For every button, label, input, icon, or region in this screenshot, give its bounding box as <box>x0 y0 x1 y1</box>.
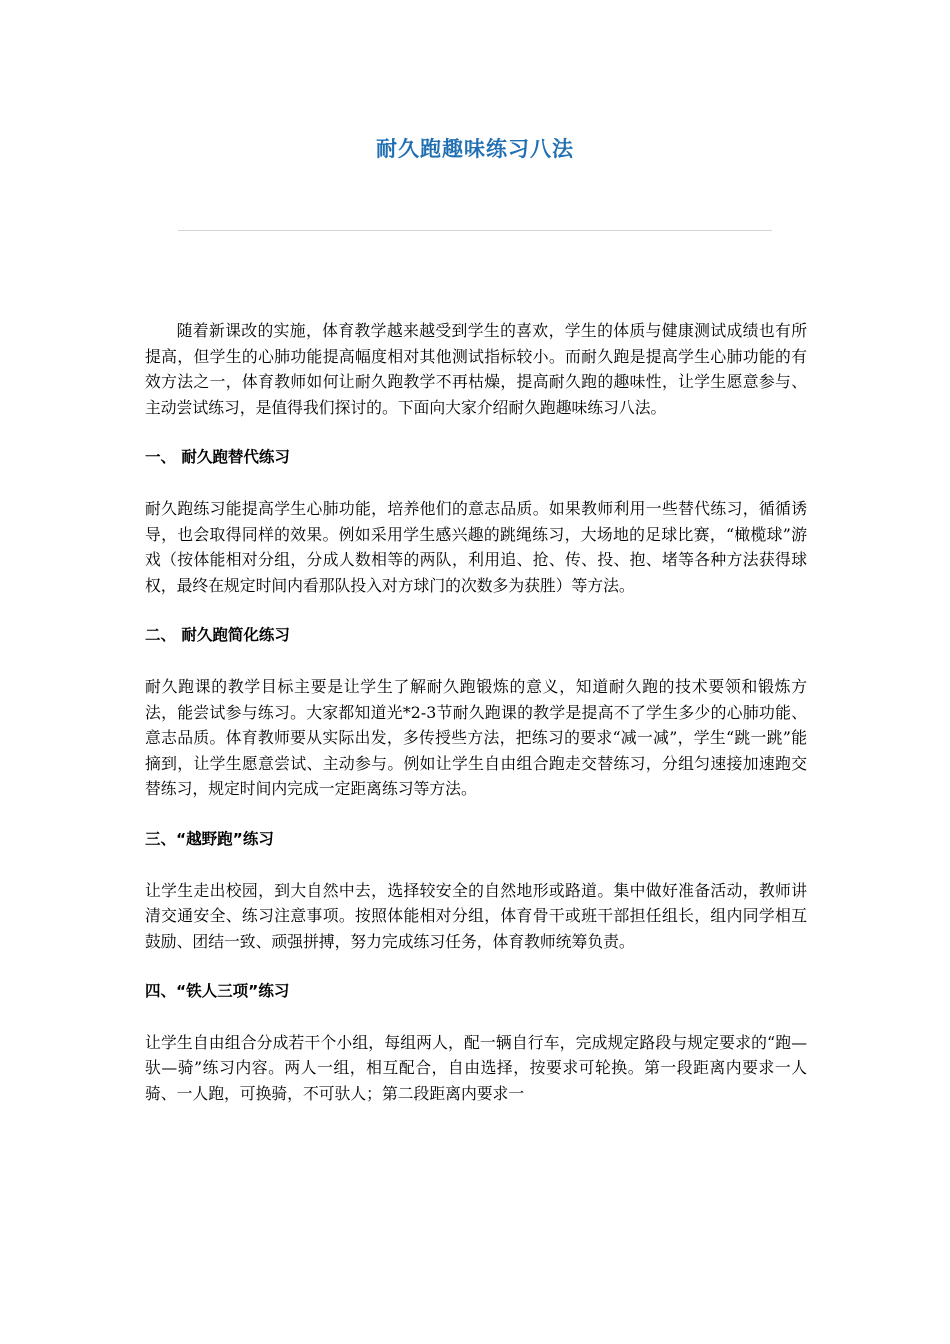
section-body-2: 耐久跑课的教学目标主要是让学生了解耐久跑锻炼的意义，知道耐久跑的技术要领和锻炼方法，能尝试参与练习。大家都知道光*2-3节耐久跑课的教学是提高不了学生多少的心肺功能、意志品质。体育教师要从实际出发，多传授些方法，把练习的要求“减一减”，学生“跳一跳”能摘到，让学生愿意尝试、主动参与。例如让学生自由组合跑走交替练习，分组匀速接加速跑交替练习，规定时间内完成一定距离练习等方法。 <box>145 676 807 799</box>
section-heading-1: 一、 耐久跑替代练习 <box>145 448 290 467</box>
section-body-1: 耐久跑练习能提高学生心肺功能，培养他们的意志品质。如果教师利用一些替代练习，循循诱导，也会取得同样的效果。例如采用学生感兴趣的跳绳练习，大场地的足球比赛，“橄榄球”游戏（按体能相对分组，分成人数相等的两队，利用追、抢、传、投、抱、堵等各种方法获得球权，最终在规定时间内看那队投入对方球门的次数多为获胜）等方法。 <box>145 498 807 595</box>
section-body-3: 让学生走出校园，到大自然中去，选择较安全的自然地形或路道。集中做好准备活动，教师讲清交通安全、练习注意事项。按照体能相对分组，体育骨干或班干部担任组长，组内同学相互鼓励、团结一致、顽强拼搏，努力完成练习任务，体育教师统筹负责。 <box>145 880 807 951</box>
intro-paragraph: 随着新课改的实施，体育教学越来越受到学生的喜欢，学生的体质与健康测试成绩也有所提高，但学生的心肺功能提高幅度相对其他测试指标较小。而耐久跑是提高学生心肺功能的有效方法之一，体育教师如何让耐久跑教学不再枯燥，提高耐久跑的趣味性，让学生愿意参与、主动尝试练习，是值得我们探讨的。下面向大家介绍耐久跑趣味练习八法。 <box>145 321 807 417</box>
document-title: 耐久跑趣味练习八法 <box>376 136 574 161</box>
section-body-4: 让学生自由组合分成若干个小组，每组两人，配一辆自行车，完成规定路段与规定要求的“跑—驮—骑”练习内容。两人一组，相互配合，自由选择，按要求可轮换。第一段距离内要求一人骑、一人跑，可换骑，不可驮人；第二段距离内要求一 <box>145 1032 807 1104</box>
document-body <box>145 318 807 1132</box>
section-heading-3: 三、“越野跑”练习 <box>145 829 274 848</box>
section-heading-4: 四、“铁人三项”练习 <box>145 982 290 1001</box>
section-heading-2: 二、 耐久跑简化练习 <box>145 626 290 645</box>
title-divider <box>178 230 772 231</box>
